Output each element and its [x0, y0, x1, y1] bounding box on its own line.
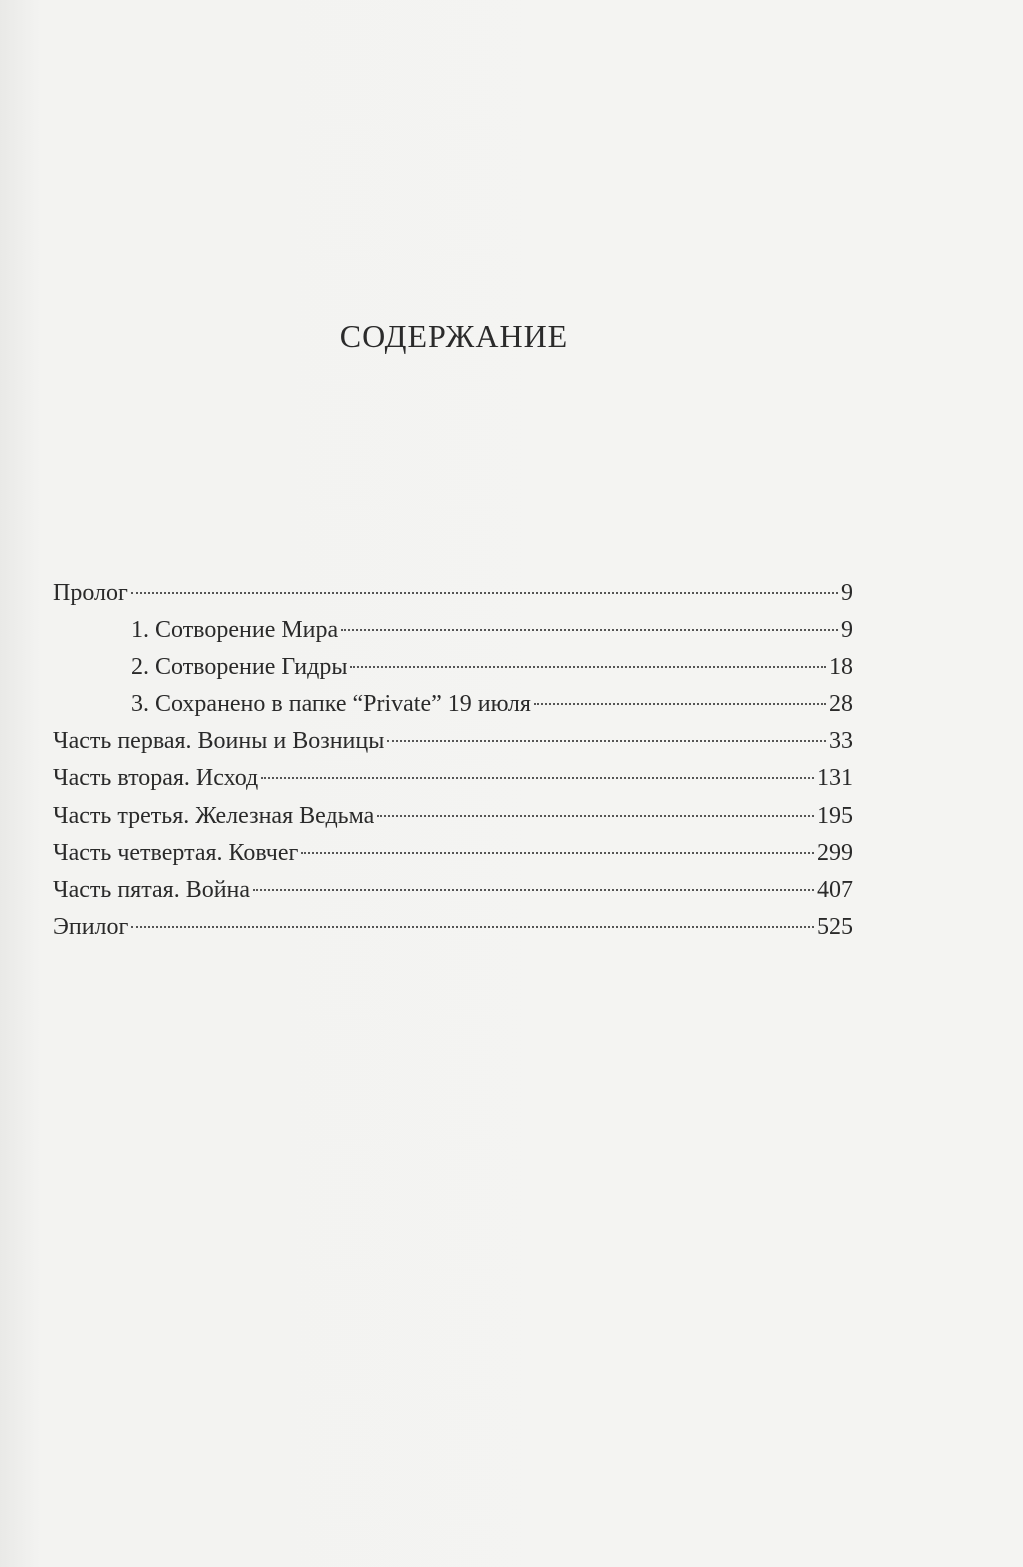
toc-leader-dots: [387, 740, 826, 742]
toc-entry-page: 28: [829, 691, 853, 718]
toc-entry-page: 195: [817, 802, 853, 829]
toc-entry-label: Часть пятая. Война: [53, 876, 251, 903]
toc-entry-prologue: [53, 575, 853, 612]
toc-leader-dots: [253, 889, 814, 891]
toc-entry-label: Эпилог: [53, 913, 129, 940]
toc-leader-dots: [261, 777, 814, 779]
toc-entry-page: 131: [817, 765, 853, 792]
toc-entry-label: Пролог: [53, 580, 128, 606]
toc-entry-page: 525: [817, 913, 853, 940]
toc-entry-part-3: [53, 798, 853, 835]
toc-entry-label: 1. Сотворение Мира: [131, 617, 339, 644]
toc-entry-label: Часть первая. Воины и Возницы: [53, 728, 385, 755]
toc-entry-page: 18: [829, 654, 853, 681]
page-title: СОДЕРЖАНИЕ: [339, 318, 569, 354]
toc-entry-label: Часть четвертая. Ковчег: [53, 839, 299, 866]
toc-entry-label: Часть третья. Железная Ведьма: [53, 802, 375, 829]
toc-entry-label: 3. Сохранено в папке “Private” 19 июля: [131, 691, 531, 718]
toc-entry-label: 2. Сотворение Гидры: [131, 654, 348, 681]
table-of-contents: [53, 575, 853, 946]
toc-entry-chapter-1: [53, 612, 853, 649]
toc-entry-chapter-3: [53, 686, 853, 723]
toc-leader-dots: [341, 629, 838, 631]
toc-entry-page: 9: [841, 580, 853, 606]
toc-leader-dots: [534, 703, 826, 705]
toc-leader-dots: [131, 926, 814, 928]
toc-entry-epilogue: [53, 909, 853, 946]
toc-entry-part-2: [53, 760, 853, 797]
toc-leader-dots: [131, 592, 838, 594]
toc-entry-page: 33: [829, 728, 853, 755]
toc-entry-page: 407: [817, 876, 853, 903]
toc-entry-page: 9: [841, 617, 853, 644]
toc-entry-chapter-2: [53, 649, 853, 686]
toc-entry-part-4: [53, 835, 853, 872]
toc-entry-part-5: [53, 872, 853, 909]
toc-leader-dots: [350, 666, 826, 668]
toc-leader-dots: [301, 852, 814, 854]
toc-entry-label: Часть вторая. Исход: [53, 765, 259, 792]
toc-leader-dots: [377, 815, 814, 817]
toc-entry-page: 299: [817, 839, 853, 866]
toc-entry-part-1: [53, 723, 853, 760]
